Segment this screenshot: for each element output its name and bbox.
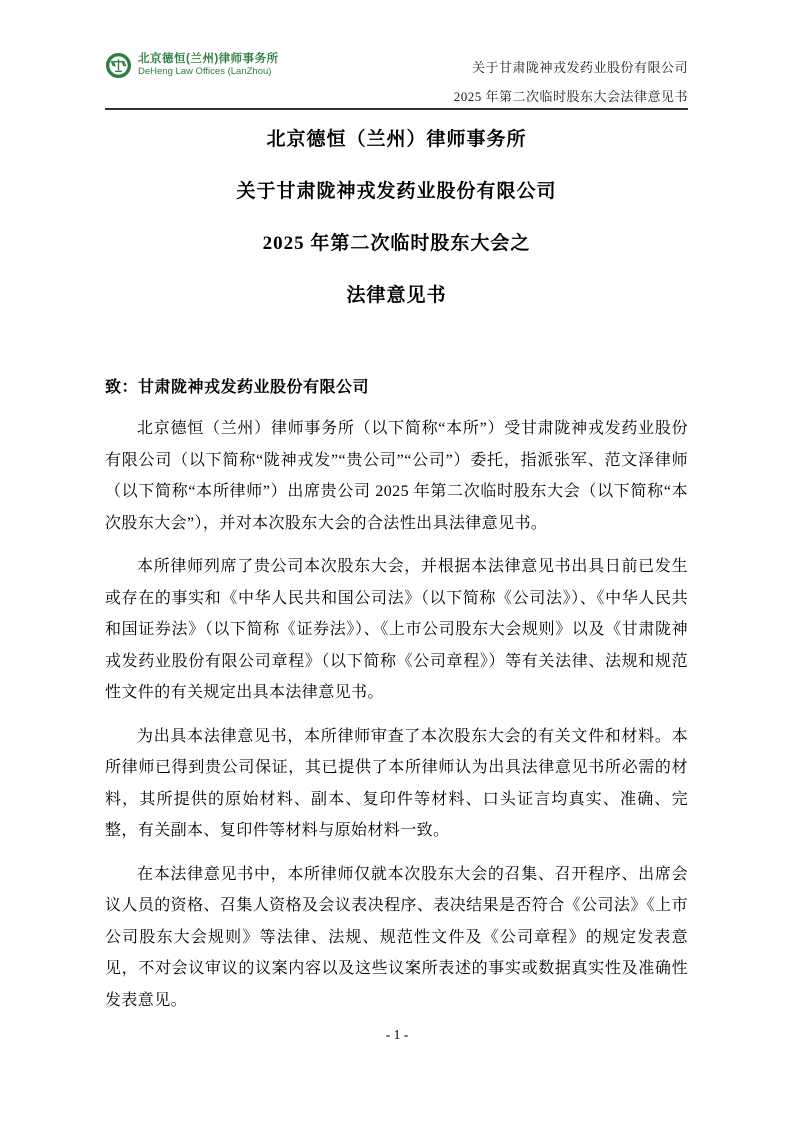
paragraph-1: 北京德恒（兰州）律师事务所（以下简称“本所”）受甘肃陇神戎发药业股份有限公司（以下简称“陇神戎发”“贵公司”“公司”）委托，指派张军、范文泽律师（以下简称“本所律师”）出席贵公司 2025 年第二次临时股东大会（以下简称“本次股东大会”），并对本次股东大会的合法性出具法律意见书。	[105, 420, 688, 532]
document-body	[105, 377, 688, 1028]
logo-cn-name: 北京德恒(兰州)律师事务所	[138, 53, 279, 65]
logo-en-name: DeHeng Law Offices (LanZhou)	[138, 66, 272, 77]
document-title	[105, 127, 688, 335]
title-line-1: 北京德恒（兰州）律师事务所	[266, 129, 527, 150]
paragraph-2: 本所律师列席了贵公司本次股东大会，并根据本法律意见书出具日前已发生或存在的事实和《中华人民共和国公司法》（以下简称《公司法》）、《中华人民共和国证券法》（以下简称《证券法》）、《上市公司股东大会规则》以及《甘肃陇神戎发药业股份有限公司章程》（以下简称《公司章程》）等有关法律、法规和规范性文件的有关规定出具本法律意见书。	[105, 558, 688, 701]
running-header	[454, 53, 688, 111]
firm-logo-text	[138, 52, 279, 78]
firm-logo	[105, 52, 279, 79]
paragraph-3: 为出具本法律意见书，本所律师审查了本次股东大会的有关文件和材料。本所律师已得到贵公司保证，其已提供了本所律师认为出具法律意见书所必需的材料，其所提供的原始材料、副本、复印件等材料、口头证言均真实、准确、完整，有关副本、复印件等材料与原始材料一致。	[105, 727, 688, 839]
running-header-line1: 关于甘肃陇神戎发药业股份有限公司	[471, 60, 688, 75]
title-line-2: 关于甘肃陇神戎发药业股份有限公司	[236, 181, 557, 202]
paragraph-4: 在本法律意见书中，本所律师仅就本次股东大会的召集、召开程序、出席会议人员的资格、召集人资格及会议表决程序、表决结果是否符合《公司法》《上市公司股东大会规则》等法律、法规、规范性文件及《公司章程》的规定发表意见，不对会议审议的议案内容以及这些议案所表述的事实或数据真实性及准确性发表意见。	[105, 865, 688, 1009]
title-line-4: 法律意见书	[346, 285, 447, 306]
page-number: - 1 -	[385, 1027, 409, 1042]
running-header-line2: 2025 年第二次临时股东大会法律意见书	[453, 89, 688, 104]
salutation: 致：甘肃陇神戎发药业股份有限公司	[105, 379, 370, 396]
title-line-3: 2025 年第二次临时股东大会之	[262, 233, 531, 254]
header-divider	[105, 108, 688, 110]
page-footer	[0, 1027, 794, 1043]
deheng-seal-icon	[105, 52, 132, 79]
